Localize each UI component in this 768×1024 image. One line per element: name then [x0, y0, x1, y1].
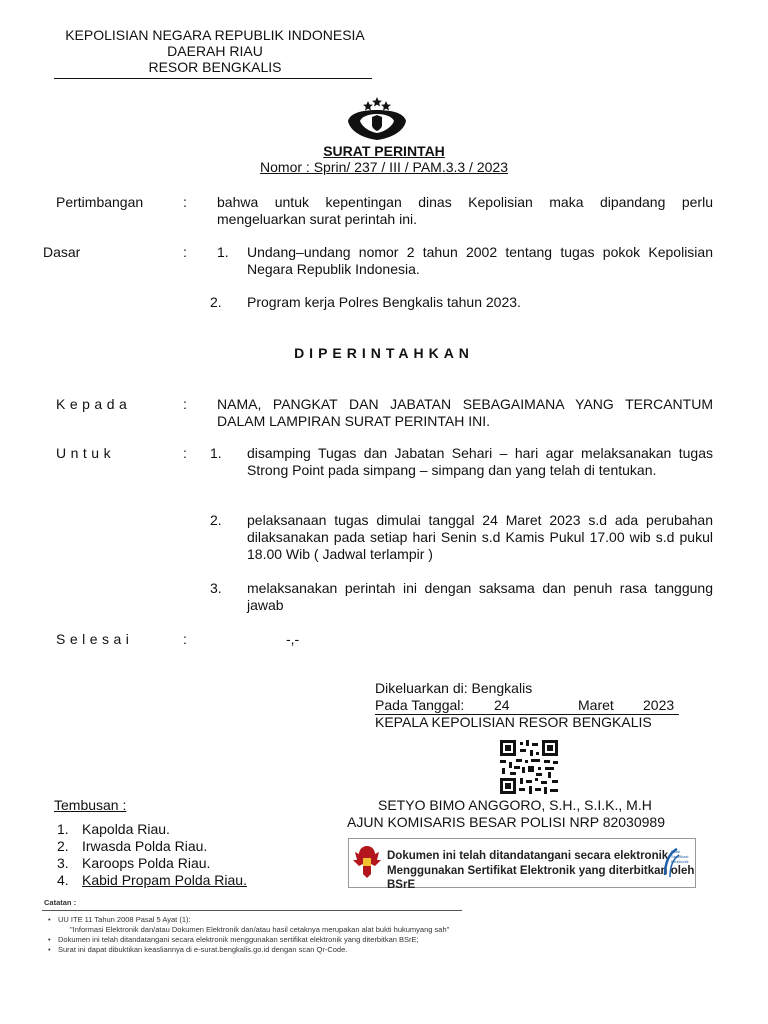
- tembusan-number: 1.: [57, 821, 69, 837]
- dasar-item-text: Program kerja Polres Bengkalis tahun 2023.: [247, 294, 521, 310]
- pertimbangan-text: bahwa untuk kepentingan dinas Kepolisian maka dipandang perlu mengeluarkan surat perintah ini.: [217, 194, 713, 227]
- tembusan-number: 3.: [57, 855, 69, 871]
- police-emblem-icon: [342, 95, 412, 141]
- untuk-item-text: pelaksanaan tugas dimulai tanggal 24 Maret 2023 s.d ada perubahan dilaksanakan pada setiap hari Senin s.d Kamis Pukul 17.00 wib s.d pukul 18.00 Wib ( Jadwal terlampir ): [247, 512, 713, 562]
- pertimbangan-colon: :: [183, 194, 187, 210]
- bullet-icon: •: [48, 935, 51, 944]
- dasar-colon: :: [183, 244, 187, 260]
- catatan-point-1-quote: "Informasi Elektronik dan/atau Dokumen Elektronik dan/atau hasil cetaknya merupakan alat bukti hukumyang sah": [70, 925, 450, 934]
- esign-banner: [348, 838, 696, 891]
- document-title: SURAT PERINTAH: [323, 143, 445, 159]
- catatan-box: [40, 895, 462, 967]
- catatan-point-3: Surat ini dapat dibuktikan keasliannya di e-surat.bengkalis.go.id dengan scan Qr-Code.: [58, 945, 348, 954]
- untuk-label: Untuk: [56, 445, 116, 461]
- tembusan-label: Tembusan :: [54, 797, 127, 813]
- untuk-item-number: 1.: [210, 445, 222, 461]
- tembusan-number: 2.: [57, 838, 69, 854]
- tembusan-item: Irwasda Polda Riau.: [82, 838, 208, 854]
- qr-code-icon: [500, 740, 558, 794]
- document-number: Nomor : Sprin/ 237 / III / PAM.3.3 / 2023: [260, 159, 508, 175]
- signatory-name: SETYO BIMO ANGGORO, S.H., S.I.K., M.H: [378, 797, 652, 813]
- issued-date: [375, 697, 679, 715]
- catatan-title: Catatan :: [44, 898, 77, 907]
- issued-date-label: Pada Tanggal:: [375, 697, 465, 713]
- header-line-1: KEPOLISIAN NEGARA REPUBLIK INDONESIA: [65, 27, 365, 43]
- bullet-icon: •: [48, 915, 51, 924]
- diperintahkan-heading: DIPERINTAHKAN: [294, 345, 474, 361]
- tembusan-item: Karoops Polda Riau.: [82, 855, 211, 871]
- signatory-rank: AJUN KOMISARIS BESAR POLISI NRP 82030989: [347, 814, 665, 830]
- dasar-item-number: 2.: [210, 294, 222, 310]
- tembusan-number: 4.: [57, 872, 69, 888]
- catatan-point-1: UU ITE 11 Tahun 2008 Pasal 5 Ayat (1):: [58, 915, 191, 924]
- catatan-point-2: Dokumen ini telah ditandatangani secara elektronik menggunakan sertifikat elektronik yang diterbitkan BSrE;: [58, 935, 419, 944]
- untuk-item-text: melaksanakan perintah ini dengan saksama dan penuh rasa tanggung jawab: [247, 580, 713, 613]
- header-line-2: DAERAH RIAU: [167, 43, 263, 59]
- selesai-label: Selesai: [56, 631, 134, 647]
- untuk-colon: :: [183, 445, 187, 461]
- issued-date-day: 24: [494, 697, 510, 713]
- tembusan-item: Kapolda Riau.: [82, 821, 170, 837]
- issued-place: Dikeluarkan di: Bengkalis: [375, 680, 533, 696]
- dasar-item-text: Undang–undang nomor 2 tahun 2002 tentang tugas pokok Kepolisian Negara Republik Indonesia.: [247, 244, 713, 277]
- dasar-item-number: 1.: [217, 244, 229, 260]
- catatan-divider: [42, 910, 462, 911]
- esign-line-2: Menggunakan Sertifikat Elektronik yang diterbitkan oleh BSrE: [387, 865, 695, 891]
- kepada-text: NAMA, PANGKAT DAN JABATAN SEBAGAIMANA YANG TERCANTUM DALAM LAMPIRAN SURAT PERINTAH INI.: [217, 396, 713, 429]
- bullet-icon: •: [48, 945, 51, 954]
- kepada-label: Kepada: [56, 396, 132, 412]
- tembusan-item: Kabid Propam Polda Riau.: [82, 872, 247, 888]
- dasar-label: Dasar: [43, 244, 81, 260]
- issued-date-month: Maret: [578, 697, 614, 713]
- pertimbangan-label: Pertimbangan: [56, 194, 144, 210]
- header-line-3: RESOR BENGKALIS: [148, 59, 282, 75]
- selesai-colon: :: [183, 631, 187, 647]
- esign-line-1: Dokumen ini telah ditandatangani secara elektronik: [387, 850, 669, 862]
- untuk-item-number: 2.: [210, 512, 222, 528]
- selesai-value: -,-: [286, 631, 300, 647]
- header-divider: [54, 78, 372, 79]
- untuk-item-number: 3.: [210, 580, 222, 596]
- garuda-emblem-icon: [352, 842, 382, 882]
- kepada-colon: :: [183, 396, 187, 412]
- bsre-logo-text: Balai Sertifikasi Elektronik: [671, 849, 689, 864]
- signatory-position: KEPALA KEPOLISIAN RESOR BENGKALIS: [375, 714, 652, 730]
- issued-date-year: 2023: [643, 697, 675, 713]
- untuk-item-text: disamping Tugas dan Jabatan Sehari – hari agar melaksanakan tugas Strong Point pada simpang – simpang dan yang telah di tentukan.: [247, 445, 713, 478]
